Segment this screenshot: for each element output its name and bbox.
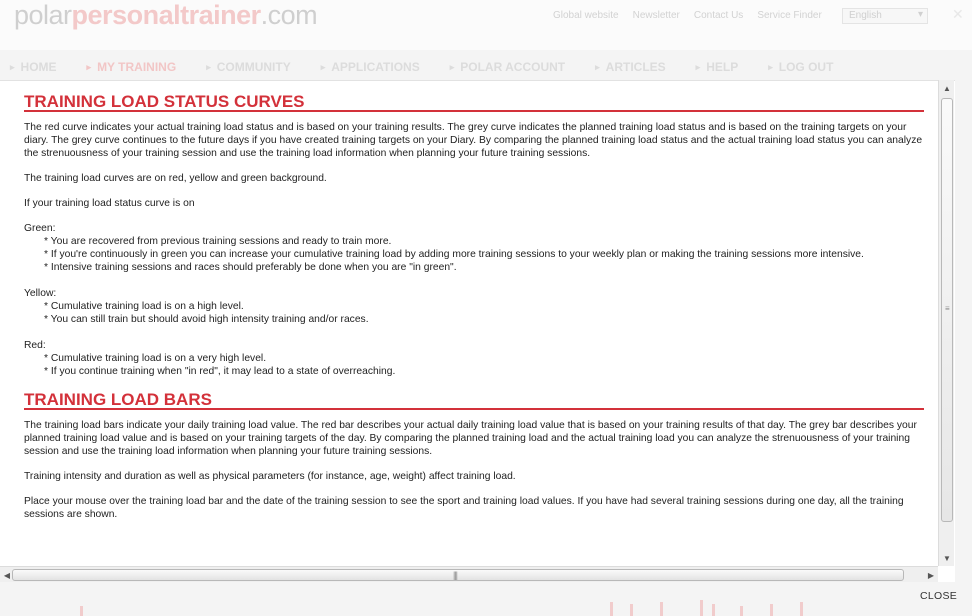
top-links (553, 10, 822, 21)
chevron-down-icon: ▾ (917, 9, 923, 20)
nav-arrow-icon: ▸ (10, 61, 15, 72)
nav-item-help[interactable] (696, 56, 739, 78)
yellow-bullet-list (44, 300, 924, 326)
top-link-global-website[interactable]: Global website (553, 10, 619, 21)
window-close-icon[interactable]: ✕ (952, 6, 964, 22)
main-nav (0, 56, 972, 78)
background-bar (712, 604, 715, 616)
list-item: * Intensive training sessions and races should preferably be done when you are "in green". (44, 262, 457, 273)
section-title-training-load-status-curves: TRAINING LOAD STATUS CURVES (24, 95, 924, 112)
list-item: * Cumulative training load is on a very high level. (44, 353, 267, 364)
nav-item-community[interactable] (206, 56, 291, 78)
nav-arrow-icon: ▸ (595, 61, 600, 72)
top-link-contact-us[interactable]: Contact Us (693, 10, 744, 21)
background-bar (700, 600, 703, 616)
nav-item-articles[interactable] (595, 56, 666, 78)
scroll-right-icon[interactable]: ▶ (927, 570, 935, 580)
section-title-training-load-bars: TRAINING LOAD BARS (24, 393, 924, 410)
close-button[interactable]: CLOSE (920, 590, 958, 602)
paragraph: If your training load status curve is on (24, 198, 195, 209)
background-bar (740, 606, 743, 616)
list-item: * You can still train but should avoid high intensity training and/or races. (44, 314, 369, 325)
nav-arrow-icon: ▸ (86, 61, 92, 72)
list-item: * Cumulative training load is on a high level. (44, 301, 244, 312)
nav-item-label: POLAR ACCOUNT (460, 60, 566, 74)
list-item: * You are recovered from previous training sessions and ready to train more. (44, 236, 392, 247)
nav-item-home[interactable] (10, 56, 57, 78)
help-content (24, 92, 924, 533)
background-bar (80, 606, 83, 616)
help-overlay (0, 80, 955, 582)
logo-prefix: polar (14, 0, 72, 30)
red-label: Red: (24, 340, 46, 351)
horizontal-scrollbar[interactable] (0, 566, 938, 582)
nav-item-label: COMMUNITY (216, 60, 291, 74)
background-bar (610, 602, 613, 616)
paragraph: The training load curves are on red, yellow and green background. (24, 173, 327, 184)
top-link-newsletter[interactable]: Newsletter (632, 10, 680, 21)
background-chart-strip (0, 598, 972, 616)
scroll-left-icon[interactable]: ◀ (3, 570, 11, 580)
nav-item-log-out[interactable] (768, 56, 833, 78)
list-item: * If you're continuously in green you can increase your cumulative training load by adding more training sessions to your weekly plan or making the training sessions more intensive. (44, 249, 864, 260)
nav-arrow-icon: ▸ (206, 61, 211, 72)
paragraph: The red curve indicates your actual training load status and is based on your training results. The grey curve indicates the planned training load status and is based on the training targets on your diary. The grey curve continues to the future days if you have created training targets on your Diary. By comparing the planned training load status and the actual training load status you can analyze the strenuousness of your training session and use the training load information when planning your future training sessions. (24, 122, 923, 159)
nav-item-polar-account[interactable] (450, 56, 565, 78)
background-bar (770, 604, 773, 616)
top-link-service-finder[interactable]: Service Finder (757, 10, 822, 21)
nav-arrow-icon: ▸ (449, 61, 455, 72)
nav-item-label: MY TRAINING (97, 60, 177, 74)
paragraph: Training intensity and duration as well as physical parameters (for instance, age, weight) affect training load. (24, 471, 516, 482)
grip-icon: ||| (453, 570, 458, 580)
logo-accent: personaltrainer (71, 0, 261, 30)
nav-item-label: HOME (20, 60, 57, 74)
nav-arrow-icon: ▸ (768, 61, 773, 72)
vertical-scrollbar[interactable] (938, 80, 954, 566)
paragraph: The training load bars indicate your daily training load value. The red bar describes your actual daily training load value that is based on your training results of that day. The grey bar describes your planned training load value and is based on your training targets of the day. By comparing the planned training load and the actual training load you can analyze the strenuousness of your training session and use the training load information when planning your future training sessions. (24, 420, 917, 457)
vertical-scroll-thumb[interactable] (941, 98, 953, 522)
nav-item-label: HELP (706, 60, 739, 74)
yellow-label: Yellow: (24, 288, 57, 299)
language-select[interactable] (842, 8, 928, 24)
language-value: English (849, 10, 882, 21)
list-item: * If you continue training when "in red", it may lead to a state of overreaching. (44, 366, 396, 377)
site-logo[interactable] (14, 0, 317, 31)
background-bar (630, 604, 633, 616)
scroll-down-icon[interactable]: ▼ (943, 553, 951, 563)
nav-item-label: ARTICLES (605, 60, 666, 74)
green-bullet-list (44, 235, 924, 274)
nav-item-label: APPLICATIONS (331, 60, 420, 74)
site-header (0, 0, 972, 50)
background-bar (800, 602, 803, 616)
logo-suffix: .com (260, 0, 318, 30)
nav-arrow-icon: ▸ (695, 61, 701, 72)
nav-arrow-icon: ▸ (320, 61, 326, 72)
background-bar (660, 602, 663, 616)
nav-item-applications[interactable] (321, 56, 420, 78)
paragraph: Place your mouse over the training load bar and the date of the training session to see the sport and training load values. If you have had several training sessions during one day, all the training sessions are shown. (24, 496, 904, 520)
grip-icon: ≡ (945, 304, 950, 313)
green-label: Green: (24, 223, 56, 234)
nav-item-my-training[interactable] (87, 56, 177, 78)
nav-item-label: LOG OUT (778, 60, 834, 74)
red-bullet-list (44, 352, 924, 378)
scroll-up-icon[interactable]: ▲ (943, 83, 951, 93)
horizontal-scroll-thumb[interactable] (12, 569, 904, 581)
